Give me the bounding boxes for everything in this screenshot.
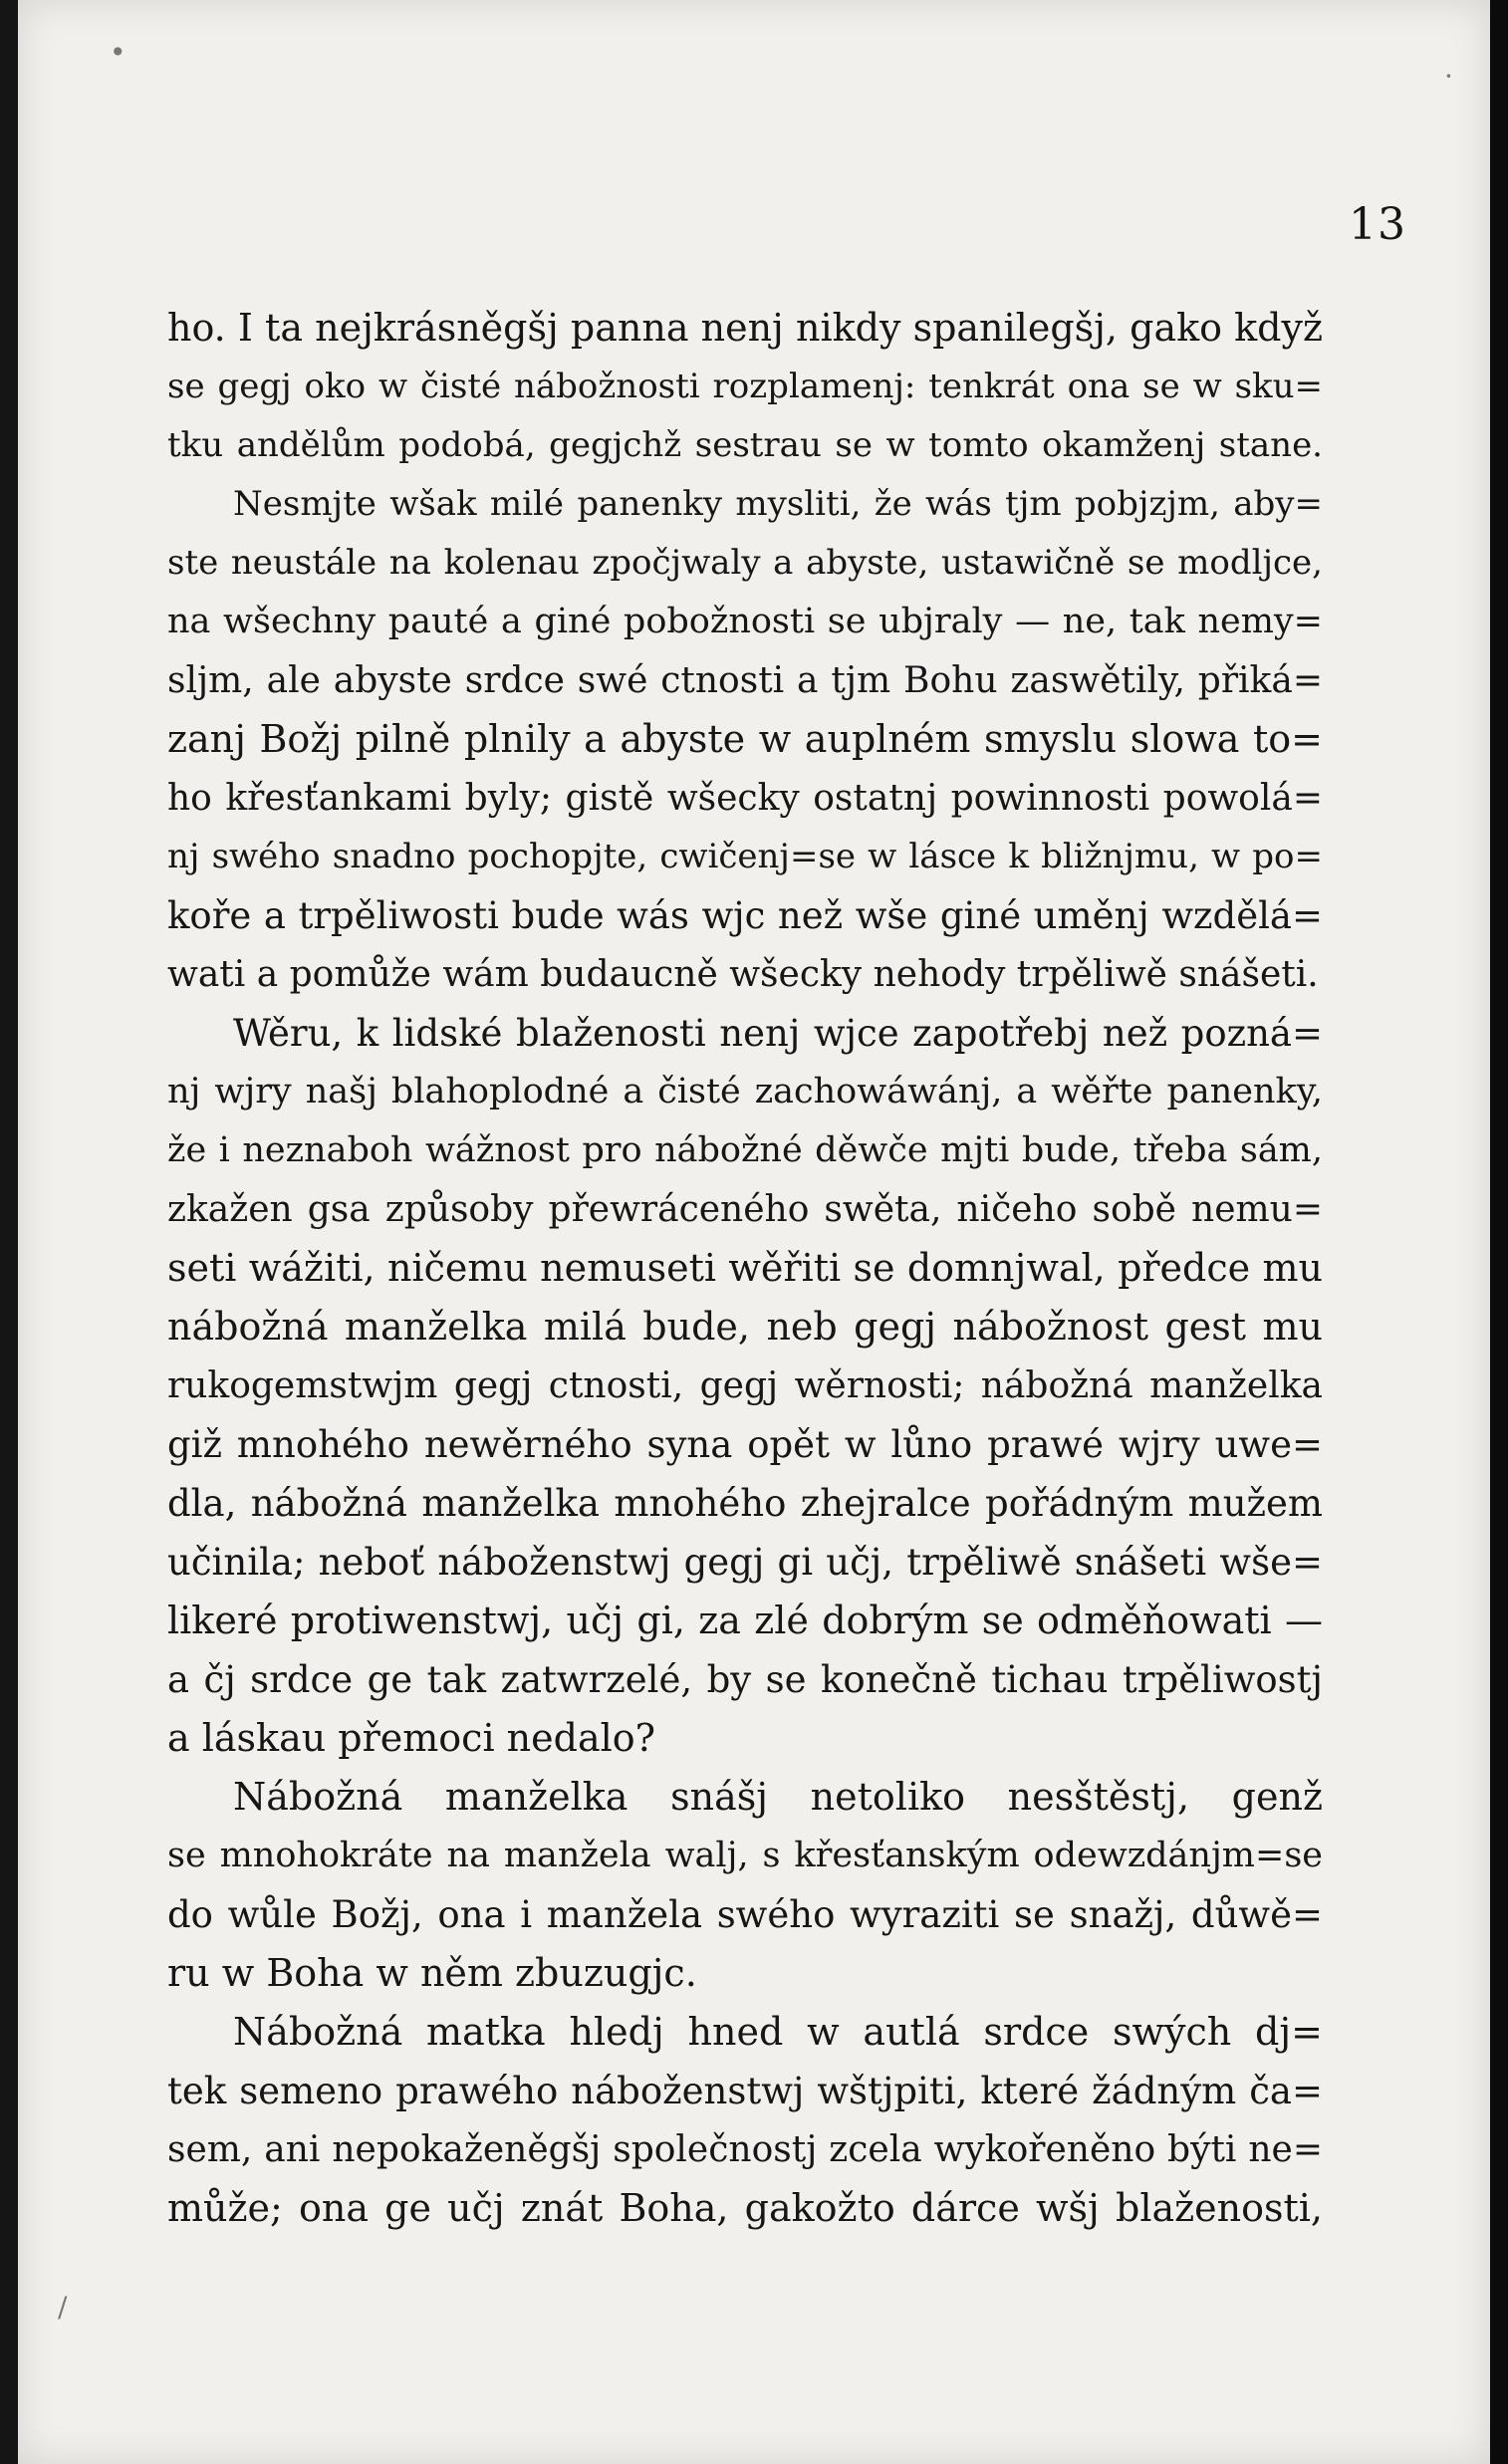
scan-dark-edge: [0, 0, 18, 2464]
text-line: ho křesťankami byly; gistě wšecky ostatnj powinnosti powolá=: [167, 778, 1323, 819]
text-line: ho. I ta nejkrásněgšj panna nenj nikdy spanilegšj, gako když: [167, 306, 1323, 350]
text-line: likeré protiwenstwj, učj gi, za zlé dobrým se odměňowati —: [167, 1599, 1323, 1642]
text-line: a čj srdce ge tak zatwrzelé, by se konečně tichau trpěliwostj: [167, 1658, 1323, 1701]
text-line: dla, nábožná manželka mnohého zhejralce pořádným mužem: [167, 1482, 1323, 1525]
text-line: nábožná manželka milá bude, neb gegj nábožnost gest mu: [167, 1305, 1323, 1349]
page-number: 13: [1349, 199, 1406, 250]
text-line: Nábožná manželka snášj netoliko nesštěstj, genž: [233, 1775, 1323, 1819]
scan-speck: ·: [1444, 60, 1453, 93]
text-line: a láskau přemoci nedalo?: [167, 1716, 656, 1760]
text-line: tku andělům podobá, gegjchž sestrau se w tomto okamženj stane.: [167, 425, 1323, 465]
scan-speck: /: [58, 2291, 68, 2324]
text-line: Nábožná matka hledj hned w autlá srdce swých dj=: [233, 2010, 1323, 2054]
book-page: [18, 0, 1490, 2464]
body-text: [167, 299, 1323, 2238]
text-line: tek semeno prawého náboženstwj wštjpiti, které žádným ča=: [167, 2070, 1323, 2112]
text-line: že i neznaboh wážnost pro nábožné děwče mjti bude, třeba sám,: [167, 1130, 1323, 1170]
text-line: sljm, ale abyste srdce swé ctnosti a tjm Bohu zaswětily, přiká=: [167, 660, 1323, 701]
text-line: giž mnohého newěrného syna opět w lůno prawé wjry uwe=: [167, 1423, 1323, 1466]
text-line: rukogemstwjm gegj ctnosti, gegj wěrnosti; nábožná manželka: [167, 1365, 1323, 1406]
text-line: může; ona ge učj znát Boha, gakožto dárce wšj blaženosti,: [167, 2186, 1323, 2230]
text-line: Nesmjte wšak milé panenky mysliti, že wás tjm pobjzjm, aby=: [233, 484, 1323, 524]
text-line: na wšechny pauté a giné pobožnosti se ubjraly — ne, tak nemy=: [167, 602, 1323, 641]
text-line: ru w Boha w něm zbuzugjc.: [167, 1951, 697, 1995]
text-line: sem, ani nepokaženěgšj společnostj zcela wykořeněno býti ne=: [167, 2129, 1323, 2170]
scan-speck: •: [110, 36, 126, 69]
text-line: zkažen gsa způsoby přewráceného swěta, ničeho sobě nemu=: [167, 1189, 1323, 1230]
text-line: do wůle Božj, ona i manžela swého wyraziti se snažj, důwě=: [167, 1893, 1323, 1936]
text-line: nj wjry našj blahoplodné a čisté zachowáwánj, a wěřte panenky,: [167, 1072, 1323, 1111]
text-line: Wěru, k lidské blaženosti nenj wjce zapotřebj než pozná=: [233, 1012, 1323, 1055]
text-line: nj swého snadno pochopjte, cwičenj=se w lásce k bližnjmu, w po=: [167, 837, 1323, 876]
text-line: se gegj oko w čisté nábožnosti rozplamenj: tenkrát ona se w sku=: [167, 367, 1323, 406]
text-line: se mnohokráte na manžela walj, s křesťanským odewzdánjm=se: [167, 1836, 1323, 1875]
text-line: ste neustále na kolenau zpočjwaly a abyste, ustawičně se modljce,: [167, 543, 1323, 583]
text-line: seti wážiti, ničemu nemuseti wěřiti se domnjwal, předce mu: [167, 1246, 1323, 1290]
text-line: zanj Božj pilně plnily a abyste w auplném smyslu slowa to=: [167, 717, 1323, 761]
text-line: koře a trpěliwosti bude wás wjc než wše giné uměnj wzdělá=: [167, 894, 1323, 937]
text-line: učinila; neboť náboženstwj gegj gi učj, trpěliwě snášeti wše=: [167, 1541, 1323, 1584]
text-line: wati a pomůže wám budaucně wšecky nehody trpěliwě snášeti.: [167, 954, 1319, 995]
